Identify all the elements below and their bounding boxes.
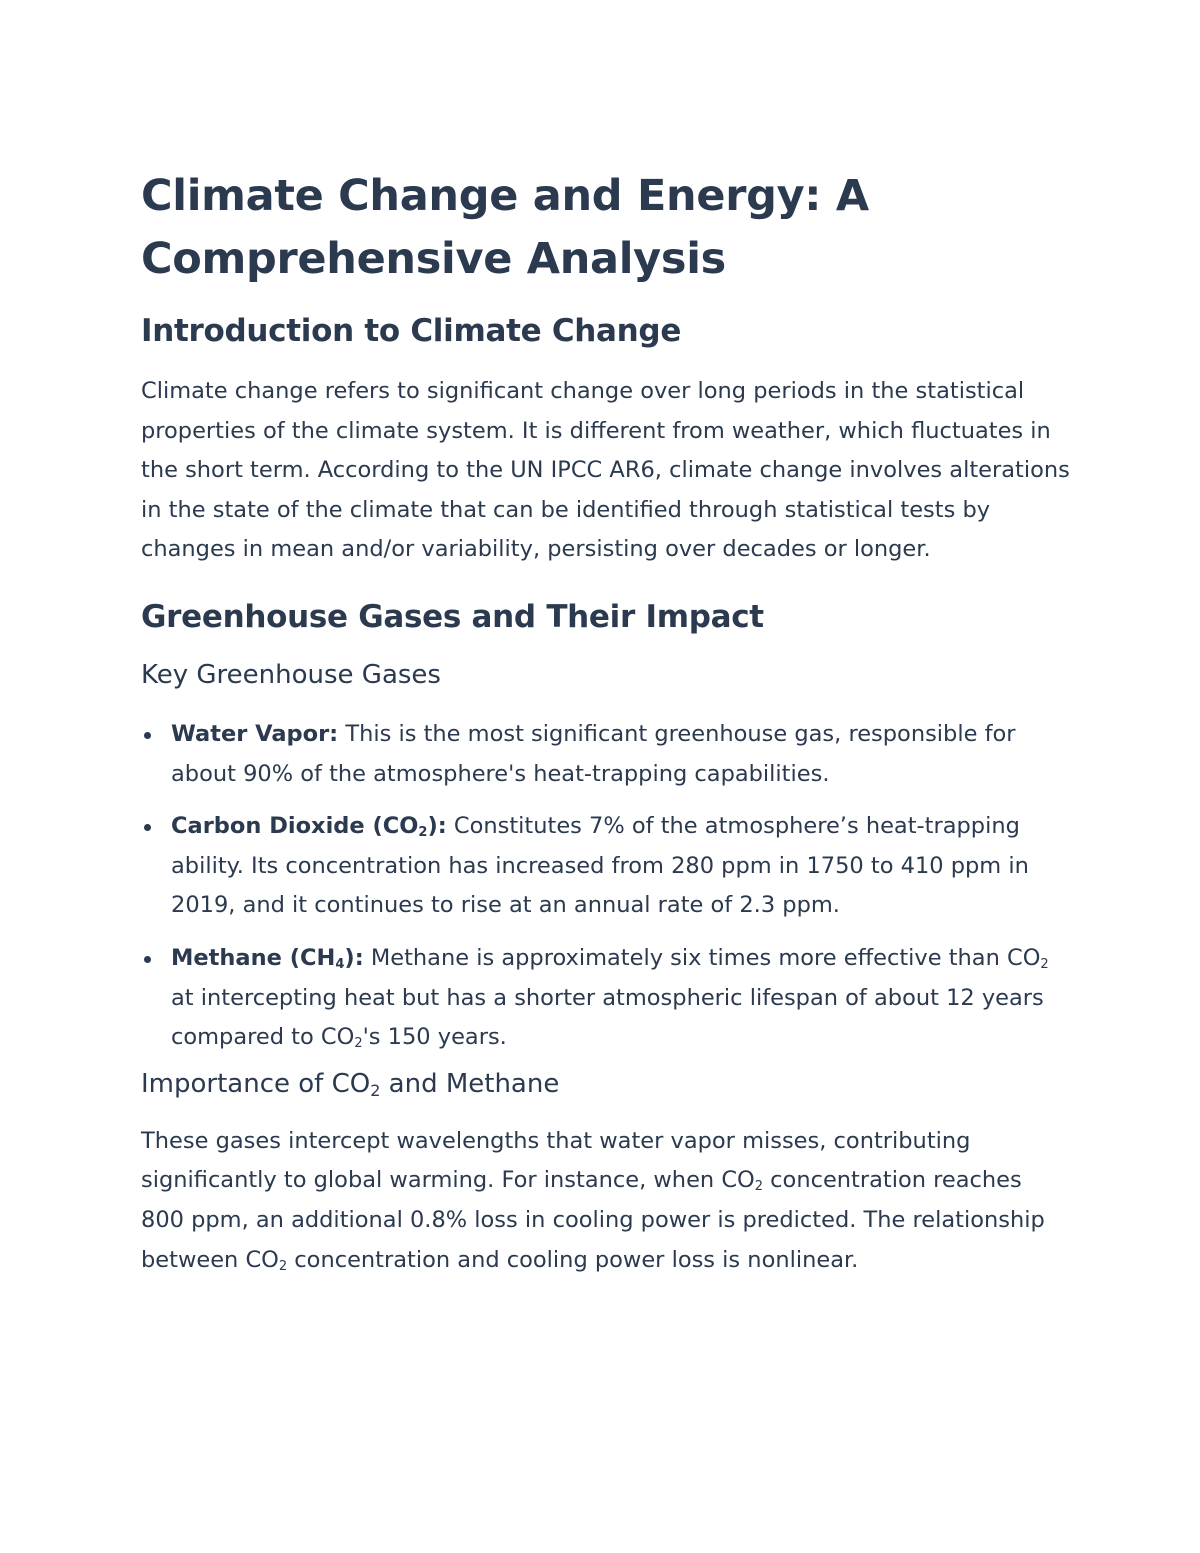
document-content	[141, 165, 1071, 1280]
bullet-icon	[144, 956, 151, 963]
list-item-methane	[141, 939, 1071, 1058]
document-title: Climate Change and Energy: A Comprehensive Analysis	[141, 171, 869, 284]
carbon-dioxide-label: Carbon Dioxide $(CO_2)$:	[171, 813, 447, 841]
methane-text: Methane is approximately six times more effective than $CO_2$ at intercepting heat but has a shorter atmospheric lifespan of about 12 years compared to $CO_2's$ 150 years.	[171, 944, 1049, 1052]
list-item-carbon-dioxide	[141, 807, 1071, 926]
greenhouse-gases-heading: Greenhouse Gases and Their Impact	[141, 598, 764, 635]
key-greenhouse-gases-heading: Key Greenhouse Gases	[141, 659, 441, 690]
bullet-icon	[144, 824, 151, 831]
intro-heading: Introduction to Climate Change	[141, 313, 682, 349]
methane-label: Methane $(CH_4)$:	[171, 944, 364, 972]
intro-paragraph: Climate change refers to significant change over long periods in the statistical properties of the climate system. It is different from weather, which fluctuates in the short term. According to the UN IPCC AR6, climate change involves alterations in the state of the climate that can be identified through statistical tests by changes in mean and/or variability, persisting over decades or longer.	[141, 378, 1070, 563]
water-vapor-text: This is the most significant greenhouse gas, responsible for about 90% of the atmosphere's heat-trapping capabilities.	[171, 720, 1016, 787]
list-item-water-vapor	[141, 715, 1071, 794]
carbon-dioxide-text: Constitutes 7% of the atmosphere’s heat-trapping ability. Its concentration has increased from 280 ppm in 1750 to 410 ppm in 2019, and it continues to rise at an annual rate of 2.3 ppm.	[171, 813, 1029, 919]
bullet-icon	[144, 732, 151, 739]
water-vapor-label: Water Vapor:	[171, 720, 339, 747]
importance-heading: Importance of $CO_2$ and Methane	[141, 1068, 560, 1100]
importance-paragraph: These gases intercept wavelengths that water vapor misses, contributing significantly to global warming. For instance, when $CO_2$ concentration reaches 800 ppm, an additional 0.8% loss in cooling power is predicted. The relationship between $CO_2$ concentration and cooling power loss is nonlinear.	[141, 1127, 1045, 1274]
greenhouse-gases-list	[141, 715, 1071, 1058]
